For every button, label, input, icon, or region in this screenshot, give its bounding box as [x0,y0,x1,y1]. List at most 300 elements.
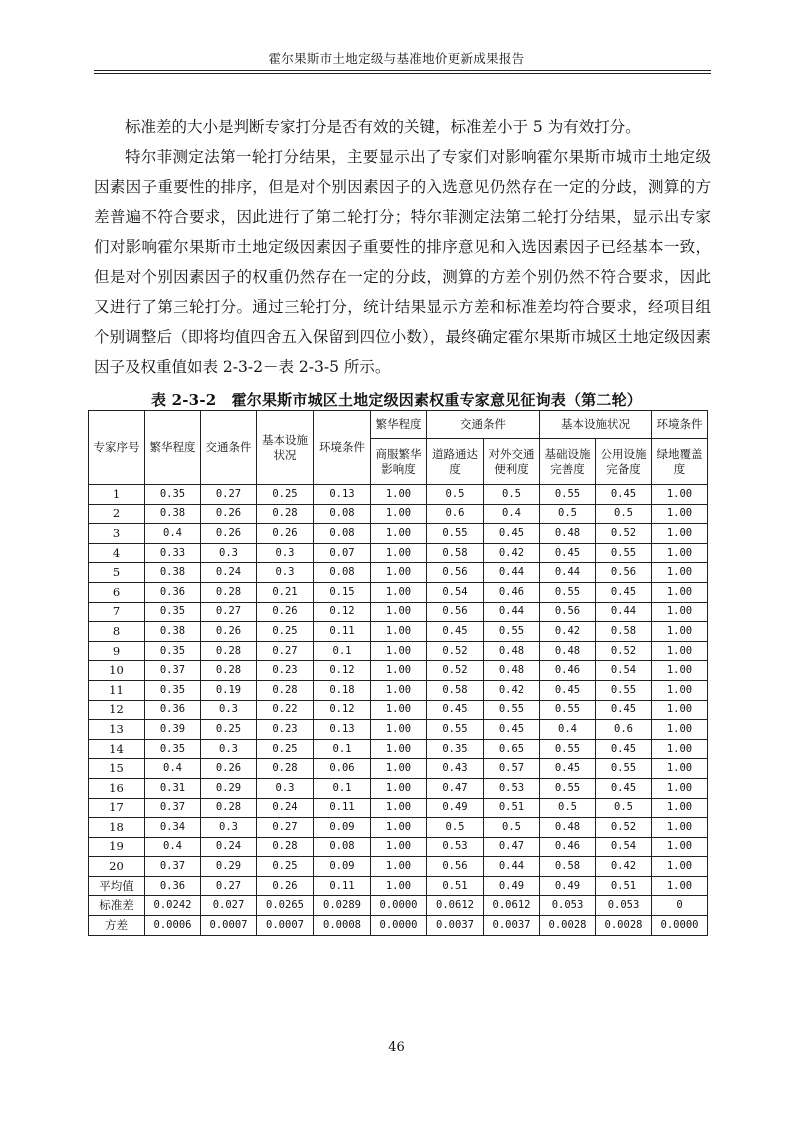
value-cell: 1.00 [652,661,708,681]
value-cell: 1.00 [371,876,427,896]
row-label-cell: 17 [89,798,145,818]
value-cell: 0.22 [257,700,314,720]
value-cell: 0.11 [314,622,371,642]
value-cell: 0.6 [427,504,484,524]
value-cell: 0.0265 [257,896,314,916]
header-infrastructure: 基本设施状况 [257,411,314,485]
value-cell: 0.1 [314,641,371,661]
value-cell: 0.08 [314,563,371,583]
table-row [89,818,708,838]
row-label-cell: 2 [89,504,145,524]
value-cell: 0.55 [540,739,596,759]
row-label-cell: 平均值 [89,876,145,896]
table-row [89,739,708,759]
value-cell: 0.08 [314,524,371,544]
value-cell: 0.45 [596,485,652,505]
value-cell: 0.58 [540,857,596,877]
table-row [89,641,708,661]
value-cell: 0.0028 [596,916,652,936]
value-cell: 0.28 [201,798,257,818]
header-environment: 环境条件 [314,411,371,485]
value-cell: 0.26 [201,524,257,544]
value-cell: 0.55 [596,543,652,563]
value-cell: 1.00 [371,543,427,563]
value-cell: 0.55 [540,582,596,602]
value-cell: 0.12 [314,661,371,681]
value-cell: 0.48 [540,641,596,661]
table-row [89,876,708,896]
value-cell: 0.27 [201,876,257,896]
subheader-green: 绿地覆盖度 [652,439,708,485]
value-cell: 0.48 [540,524,596,544]
value-cell: 0.49 [540,876,596,896]
value-cell: 0.37 [145,798,201,818]
value-cell: 0.52 [427,641,484,661]
value-cell: 0.28 [201,641,257,661]
value-cell: 0.45 [484,720,540,740]
value-cell: 0.26 [257,602,314,622]
value-cell: 1.00 [652,720,708,740]
value-cell: 1.00 [371,661,427,681]
table-row [89,543,708,563]
table-row [89,798,708,818]
value-cell: 0.0289 [314,896,371,916]
table-row [89,680,708,700]
subheader-commercial: 商服繁华影响度 [371,439,427,485]
value-cell: 0.56 [596,563,652,583]
page-number: 46 [388,1040,405,1055]
value-cell: 1.00 [371,485,427,505]
value-cell: 0.42 [484,680,540,700]
value-cell: 0.48 [484,661,540,681]
value-cell: 0.35 [145,485,201,505]
value-cell: 0.25 [257,739,314,759]
table-row [89,896,708,916]
value-cell: 0.5 [540,504,596,524]
value-cell: 0.09 [314,857,371,877]
value-cell: 0.51 [427,876,484,896]
value-cell: 0.3 [257,563,314,583]
value-cell: 1.00 [652,759,708,779]
value-cell: 0.0028 [540,916,596,936]
row-label-cell: 3 [89,524,145,544]
value-cell: 1.00 [652,739,708,759]
table-row [89,524,708,544]
value-cell: 0.5 [484,818,540,838]
value-cell: 0.38 [145,622,201,642]
table-body [89,485,708,936]
value-cell: 1.00 [652,680,708,700]
value-cell: 0.42 [596,857,652,877]
table-row [89,837,708,857]
value-cell: 0.28 [201,582,257,602]
value-cell: 0.46 [540,661,596,681]
row-label-cell: 7 [89,602,145,622]
row-label-cell: 9 [89,641,145,661]
group-header-environment: 环境条件 [652,411,708,439]
value-cell: 0.57 [484,759,540,779]
group-header-infrastructure: 基本设施状况 [540,411,652,439]
value-cell: 0.53 [427,837,484,857]
value-cell: 0.45 [596,700,652,720]
value-cell: 1.00 [371,798,427,818]
value-cell: 0.55 [596,759,652,779]
value-cell: 0.35 [145,641,201,661]
value-cell: 0.36 [145,876,201,896]
row-label-cell: 11 [89,680,145,700]
value-cell: 0.45 [427,622,484,642]
value-cell: 0.5 [427,485,484,505]
value-cell: 0.4 [145,524,201,544]
value-cell: 0.0000 [652,916,708,936]
table-row [89,602,708,622]
value-cell: 0.35 [145,680,201,700]
value-cell: 0.56 [427,563,484,583]
value-cell: 0.54 [596,661,652,681]
value-cell: 0.49 [484,876,540,896]
subheader-road: 道路通达度 [427,439,484,485]
value-cell: 0.21 [257,582,314,602]
value-cell: 1.00 [652,524,708,544]
value-cell: 1.00 [371,504,427,524]
value-cell: 0.29 [201,857,257,877]
value-cell: 0.39 [145,720,201,740]
value-cell: 0.55 [540,778,596,798]
value-cell: 0.26 [201,622,257,642]
value-cell: 0.4 [145,837,201,857]
value-cell: 0.55 [427,720,484,740]
value-cell: 0.44 [484,857,540,877]
value-cell: 0.11 [314,798,371,818]
value-cell: 1.00 [652,602,708,622]
value-cell: 0.45 [596,778,652,798]
value-cell: 1.00 [371,582,427,602]
value-cell: 0.11 [314,876,371,896]
value-cell: 0.45 [596,582,652,602]
value-cell: 0.55 [484,622,540,642]
value-cell: 0.31 [145,778,201,798]
value-cell: 0.07 [314,543,371,563]
value-cell: 0.46 [540,837,596,857]
value-cell: 0.44 [484,602,540,622]
value-cell: 0.27 [201,485,257,505]
value-cell: 0.36 [145,582,201,602]
value-cell: 0.26 [257,876,314,896]
row-label-cell: 方差 [89,916,145,936]
value-cell: 0.28 [257,759,314,779]
value-cell: 1.00 [371,759,427,779]
value-cell: 1.00 [371,700,427,720]
value-cell: 1.00 [652,857,708,877]
value-cell: 0.29 [201,778,257,798]
paragraph-standard-deviation: 标准差的大小是判断专家打分是否有效的关键，标准差小于 5 为有效打分。 [125,118,641,136]
row-label-cell: 14 [89,739,145,759]
value-cell: 0.0000 [371,896,427,916]
value-cell: 1.00 [371,641,427,661]
value-cell: 0.28 [257,680,314,700]
value-cell: 0.56 [427,857,484,877]
value-cell: 0.55 [540,485,596,505]
value-cell: 0.48 [484,641,540,661]
value-cell: 0.5 [596,798,652,818]
value-cell: 0.26 [201,504,257,524]
value-cell: 0.06 [314,759,371,779]
value-cell: 0 [652,896,708,916]
value-cell: 0.25 [201,720,257,740]
value-cell: 1.00 [371,622,427,642]
value-cell: 0.26 [257,524,314,544]
value-cell: 0.12 [314,700,371,720]
value-cell: 0.44 [540,563,596,583]
value-cell: 1.00 [652,641,708,661]
value-cell: 0.33 [145,543,201,563]
row-label-cell: 19 [89,837,145,857]
value-cell: 0.0037 [427,916,484,936]
value-cell: 1.00 [652,798,708,818]
value-cell: 1.00 [371,778,427,798]
header-rule [94,70,711,71]
value-cell: 0.58 [427,680,484,700]
value-cell: 0.38 [145,563,201,583]
table-row [89,916,708,936]
value-cell: 0.55 [596,680,652,700]
value-cell: 0.0006 [145,916,201,936]
value-cell: 0.47 [484,837,540,857]
value-cell: 0.0000 [371,916,427,936]
value-cell: 0.053 [596,896,652,916]
value-cell: 0.53 [484,778,540,798]
row-label-cell: 标准差 [89,896,145,916]
value-cell: 0.45 [484,524,540,544]
value-cell: 0.0007 [201,916,257,936]
value-cell: 1.00 [371,857,427,877]
value-cell: 0.54 [596,837,652,857]
value-cell: 0.027 [201,896,257,916]
value-cell: 0.25 [257,485,314,505]
value-cell: 0.6 [596,720,652,740]
value-cell: 1.00 [652,582,708,602]
value-cell: 0.24 [201,563,257,583]
value-cell: 0.45 [540,759,596,779]
header-rule-thin [94,73,711,74]
value-cell: 1.00 [652,876,708,896]
value-cell: 1.00 [652,622,708,642]
value-cell: 0.0612 [427,896,484,916]
value-cell: 1.00 [652,504,708,524]
table-row [89,759,708,779]
table-row [89,485,708,505]
table-row [89,720,708,740]
value-cell: 0.3 [257,778,314,798]
value-cell: 0.51 [484,798,540,818]
group-header-prosperity: 繁华程度 [371,411,427,439]
table-row [89,622,708,642]
value-cell: 0.56 [540,602,596,622]
row-label-cell: 5 [89,563,145,583]
value-cell: 1.00 [652,818,708,838]
value-cell: 1.00 [652,778,708,798]
value-cell: 1.00 [652,837,708,857]
value-cell: 0.28 [257,837,314,857]
value-cell: 0.08 [314,504,371,524]
value-cell: 0.45 [427,700,484,720]
value-cell: 0.28 [201,661,257,681]
value-cell: 0.15 [314,582,371,602]
value-cell: 0.35 [145,739,201,759]
value-cell: 0.0242 [145,896,201,916]
value-cell: 0.08 [314,837,371,857]
value-cell: 0.27 [257,818,314,838]
row-label-cell: 20 [89,857,145,877]
value-cell: 0.52 [596,641,652,661]
value-cell: 0.4 [484,504,540,524]
value-cell: 0.35 [427,739,484,759]
value-cell: 0.4 [540,720,596,740]
value-cell: 1.00 [371,720,427,740]
value-cell: 0.0612 [484,896,540,916]
value-cell: 0.13 [314,485,371,505]
group-header-traffic: 交通条件 [427,411,540,439]
value-cell: 0.52 [596,818,652,838]
value-cell: 0.46 [484,582,540,602]
value-cell: 0.4 [145,759,201,779]
value-cell: 0.5 [427,818,484,838]
value-cell: 0.45 [540,543,596,563]
value-cell: 0.45 [596,739,652,759]
value-cell: 0.1 [314,739,371,759]
value-cell: 0.23 [257,661,314,681]
row-label-cell: 18 [89,818,145,838]
row-label-cell: 15 [89,759,145,779]
value-cell: 0.38 [145,504,201,524]
table-row [89,778,708,798]
expert-weight-table [88,410,708,936]
value-cell: 0.3 [201,818,257,838]
value-cell: 0.49 [427,798,484,818]
value-cell: 0.44 [484,563,540,583]
value-cell: 0.55 [540,700,596,720]
value-cell: 0.65 [484,739,540,759]
value-cell: 0.0037 [484,916,540,936]
value-cell: 0.09 [314,818,371,838]
value-cell: 0.3 [257,543,314,563]
value-cell: 1.00 [371,818,427,838]
value-cell: 0.27 [257,641,314,661]
value-cell: 0.24 [201,837,257,857]
row-label-cell: 4 [89,543,145,563]
value-cell: 0.26 [201,759,257,779]
value-cell: 1.00 [371,739,427,759]
row-label-cell: 10 [89,661,145,681]
value-cell: 0.23 [257,720,314,740]
value-cell: 0.3 [201,543,257,563]
value-cell: 0.42 [484,543,540,563]
value-cell: 0.52 [596,524,652,544]
value-cell: 0.1 [314,778,371,798]
table-row [89,504,708,524]
value-cell: 0.0008 [314,916,371,936]
value-cell: 0.13 [314,720,371,740]
value-cell: 1.00 [652,700,708,720]
value-cell: 0.5 [540,798,596,818]
value-cell: 0.36 [145,700,201,720]
value-cell: 0.34 [145,818,201,838]
value-cell: 0.5 [484,485,540,505]
paragraph-delphi-method: 特尔菲测定法第一轮打分结果，主要显示出了专家们对影响霍尔果斯市城市土地定级因素因子重要性的排序，但是对个别因素因子的入选意见仍然存在一定的分歧，测算的方差普遍不符合要求，因此进行了第二轮打分；特尔菲测定法第二轮打分结果，显示出专家们对影响霍尔果斯市土地定级因素因子重要性的排序意见和入选因素因子已经基本一致，但是对个别因素因子的权重仍然存在一定的分歧，测算的方差个别仍然不符合要求，因此又进行了第三轮打分。通过三轮打分，统计结果显示方差和标准差均符合要求，经项目组个别调整后（即将均值四舍五入保留到四位小数），最终确定霍尔果斯市城区土地定级因素因子及权重值如表 2-3-2－表 2-3-5 所示。 [94,148,711,376]
value-cell: 0.18 [314,680,371,700]
value-cell: 1.00 [371,563,427,583]
value-cell: 0.37 [145,661,201,681]
value-cell: 0.3 [201,739,257,759]
value-cell: 0.48 [540,818,596,838]
value-cell: 0.44 [596,602,652,622]
value-cell: 0.27 [201,602,257,622]
value-cell: 0.43 [427,759,484,779]
value-cell: 0.0007 [257,916,314,936]
value-cell: 0.51 [596,876,652,896]
row-label-cell: 13 [89,720,145,740]
row-label-cell: 12 [89,700,145,720]
value-cell: 0.12 [314,602,371,622]
header-expert-no: 专家序号 [89,411,145,485]
value-cell: 0.25 [257,622,314,642]
row-label-cell: 1 [89,485,145,505]
header-traffic: 交通条件 [201,411,257,485]
row-label-cell: 6 [89,582,145,602]
value-cell: 0.54 [427,582,484,602]
running-header: 霍尔果斯市土地定级与基准地价更新成果报告 [268,51,525,66]
value-cell: 0.58 [596,622,652,642]
table-row [89,700,708,720]
value-cell: 0.47 [427,778,484,798]
header-prosperity: 繁华程度 [145,411,201,485]
value-cell: 0.5 [596,504,652,524]
subheader-public-facility: 公用设施完备度 [596,439,652,485]
value-cell: 0.3 [201,700,257,720]
subheader-external-traffic: 对外交通便利度 [484,439,540,485]
value-cell: 0.28 [257,504,314,524]
subheader-basic-facility: 基础设施完善度 [540,439,596,485]
value-cell: 0.37 [145,857,201,877]
value-cell: 1.00 [652,543,708,563]
value-cell: 0.55 [484,700,540,720]
row-label-cell: 8 [89,622,145,642]
value-cell: 0.42 [540,622,596,642]
value-cell: 1.00 [371,680,427,700]
value-cell: 0.55 [427,524,484,544]
value-cell: 1.00 [652,485,708,505]
table-caption: 表 2-3-2 霍尔果斯市城区土地定级因素权重专家意见征询表（第二轮） [151,391,642,409]
value-cell: 1.00 [371,837,427,857]
table-row [89,563,708,583]
value-cell: 0.52 [427,661,484,681]
value-cell: 0.19 [201,680,257,700]
table-row [89,661,708,681]
row-label-cell: 16 [89,778,145,798]
value-cell: 1.00 [371,602,427,622]
value-cell: 0.56 [427,602,484,622]
value-cell: 0.58 [427,543,484,563]
value-cell: 0.35 [145,602,201,622]
table-row [89,582,708,602]
table-row [89,857,708,877]
value-cell: 0.45 [540,680,596,700]
value-cell: 0.24 [257,798,314,818]
value-cell: 1.00 [371,524,427,544]
value-cell: 0.053 [540,896,596,916]
value-cell: 1.00 [652,563,708,583]
value-cell: 0.25 [257,857,314,877]
